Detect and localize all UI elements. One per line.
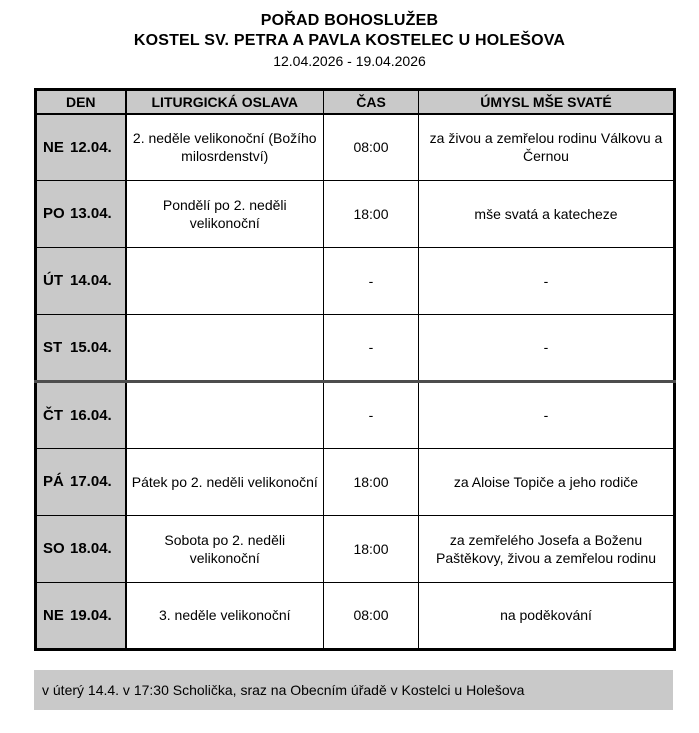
document-header	[0, 0, 699, 71]
day-date: 19.04.	[70, 606, 112, 624]
time-cell: 08:00	[324, 114, 419, 181]
intention-cell: -	[419, 248, 675, 315]
day-abbr: NE	[43, 138, 64, 156]
day-abbr: SO	[43, 540, 65, 558]
celebration-cell: Pondělí po 2. neděli velikonoční	[126, 181, 324, 248]
table-row	[36, 449, 675, 516]
day-abbr: ST	[43, 338, 63, 356]
day-date: 16.04.	[70, 406, 112, 424]
column-header-den: DEN	[36, 90, 126, 114]
time-cell: -	[324, 248, 419, 315]
day-abbr: PO	[43, 205, 65, 223]
time-cell: 08:00	[324, 583, 419, 650]
celebration-cell	[126, 248, 324, 315]
table-row	[36, 583, 675, 650]
table-header-row	[36, 90, 675, 114]
day-date: 18.04.	[70, 540, 112, 558]
day-date: 12.04.	[70, 138, 112, 156]
day-cell	[36, 382, 126, 449]
intention-cell: -	[419, 382, 675, 449]
table-row	[36, 516, 675, 583]
day-date: 15.04.	[70, 338, 112, 356]
day-cell	[36, 583, 126, 650]
celebration-cell	[126, 382, 324, 449]
page-title: POŘAD BOHOSLUŽEB	[260, 12, 439, 29]
time-cell: 18:00	[324, 449, 419, 516]
announcement-text: v úterý 14.4. v 17:30 Scholička, sraz na Obecním úřadě v Kostelci u Holešova	[42, 682, 525, 698]
table-row	[36, 181, 675, 248]
intention-cell: mše svatá a katecheze	[419, 181, 675, 248]
day-cell	[36, 248, 126, 315]
table-row	[36, 114, 675, 181]
day-cell	[36, 181, 126, 248]
day-cell	[36, 315, 126, 382]
day-date: 14.04.	[70, 272, 112, 290]
date-range: 12.04.2026 - 19.04.2026	[273, 53, 426, 69]
day-date: 17.04.	[70, 473, 112, 491]
celebration-cell: Pátek po 2. neděli velikonoční	[126, 449, 324, 516]
announcement-bar	[34, 670, 673, 710]
intention-cell: na poděkování	[419, 583, 675, 650]
celebration-cell: 3. neděle velikonoční	[126, 583, 324, 650]
day-date: 13.04.	[70, 205, 112, 223]
intention-cell: za zemřelého Josefa a Boženu Paštěkovy, živou a zemřelou rodinu	[419, 516, 675, 583]
celebration-cell	[126, 315, 324, 382]
intention-cell: za živou a zemřelou rodinu Válkovu a Černou	[419, 114, 675, 181]
time-cell: 18:00	[324, 516, 419, 583]
column-header-cas: ČAS	[324, 90, 419, 114]
column-header-liturgicka-oslava: LITURGICKÁ OSLAVA	[126, 90, 324, 114]
table-row	[36, 315, 675, 382]
table-row	[36, 382, 675, 449]
column-header-umysl: ÚMYSL MŠE SVATÉ	[419, 90, 675, 114]
day-cell	[36, 516, 126, 583]
celebration-cell: Sobota po 2. neděli velikonoční	[126, 516, 324, 583]
schedule-table	[34, 88, 676, 651]
intention-cell: za Aloise Topiče a jeho rodiče	[419, 449, 675, 516]
day-abbr: ČT	[43, 406, 63, 424]
page-subtitle: KOSTEL SV. PETRA A PAVLA KOSTELEC U HOLEŠOVA	[133, 32, 566, 49]
celebration-cell: 2. neděle velikonoční (Božího milosrdenství)	[126, 114, 324, 181]
table-row	[36, 248, 675, 315]
time-cell: -	[324, 315, 419, 382]
day-abbr: PÁ	[43, 473, 64, 491]
day-cell	[36, 449, 126, 516]
day-cell	[36, 114, 126, 181]
time-cell: -	[324, 382, 419, 449]
day-abbr: ÚT	[43, 272, 63, 290]
time-cell: 18:00	[324, 181, 419, 248]
intention-cell: -	[419, 315, 675, 382]
day-abbr: NE	[43, 606, 64, 624]
